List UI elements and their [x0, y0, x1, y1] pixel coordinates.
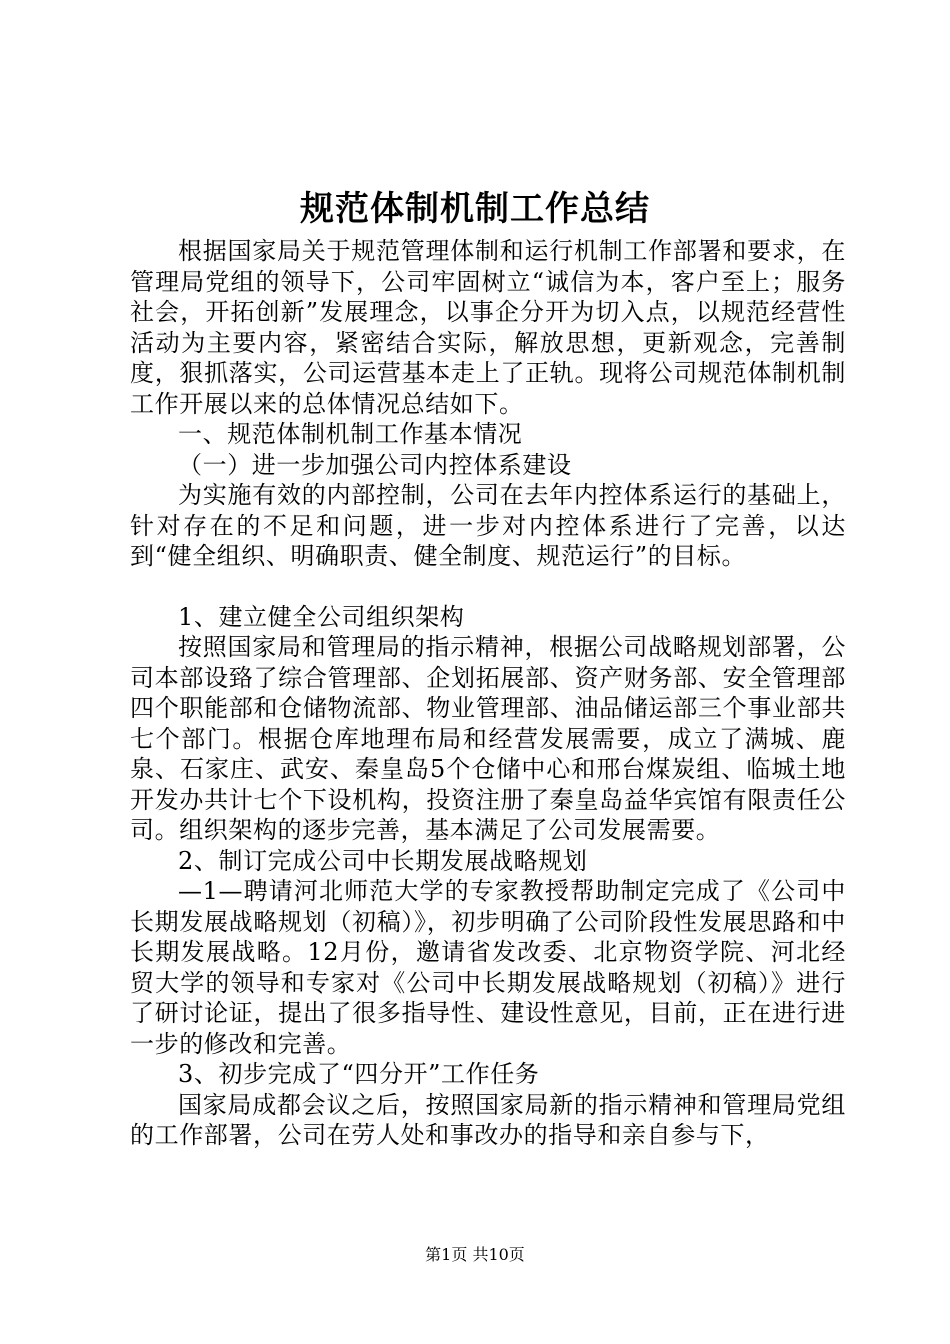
item-heading-2: 2、制订完成公司中长期发展战略规划: [178, 846, 588, 875]
paragraph-intro: 根据国家局关于规范管理体制和运行机制工作部署和要求，在管理局党组的领导下，公司牢固树立“诚信为本，客户至上；服务社会，开拓创新”发展理念，以事企分开为切入点，以规范经营性活动为主要内容，紧密结合实际，解放思想，更新观念，完善制度，狠抓落实，公司运营基本走上了正轨。现将公司规范体制机制工作开展以来的总体情况总结如下。: [130, 237, 846, 418]
paragraph-organization: 按照国家局和管理局的指示精神，根据公司战略规划部署，公司本部设臵了综合管理部、企划拓展部、资产财务部、安全管理部四个职能部和仓储物流部、物业管理部、油品储运部三个事业部共七个部门。根据仓库地理布局和经营发展需要，成立了满城、鹿泉、石家庄、武安、秦皇岛5个仓储中心和邢台煤炭组、临城土地开发办共计七个下设机构，投资注册了秦皇岛益华宾馆有限责任公司。组织架构的逐步完善，基本满足了公司发展需要。: [130, 633, 846, 844]
section-heading-1: 一、规范体制机制工作基本情况: [178, 420, 523, 448]
paragraph-internal-control: 为实施有效的内部控制，公司在去年内控体系运行的基础上，针对存在的不足和问题，进一步对内控体系进行了完善，以达到“健全组织、明确职责、健全制度、规范运行”的目标。: [130, 481, 846, 570]
paragraph-four-separations: 国家局成都会议之后，按照国家局新的指示精神和管理局党组的工作部署，公司在劳人处和事改办的指导和亲自参与下，: [130, 1090, 846, 1149]
subsection-heading-1: （一）进一步加强公司内控体系建设: [178, 450, 572, 479]
document-title: 规范体制机制工作总结: [300, 189, 650, 229]
item-heading-1: 1、建立健全公司组织架构: [178, 602, 465, 631]
paragraph-strategy: —1—聘请河北师范大学的专家教授帮助制定完成了《公司中长期发展战略规划（初稿）》，初步明确了公司阶段性发展思路和中长期发展战略。12月份，邀请省发改委、北京物资学院、河北经贸大学的领导和专家对《公司中长期发展战略规划（初稿）》进行了研讨论证，提出了很多指导性、建设性意见，目前，正在进行进一步的修改和完善。: [130, 877, 846, 1058]
document-body: [130, 236, 846, 1151]
page-footer: 第1页 共10页: [425, 1245, 525, 1264]
item-heading-3: 3、初步完成了“四分开”工作任务: [178, 1060, 540, 1088]
